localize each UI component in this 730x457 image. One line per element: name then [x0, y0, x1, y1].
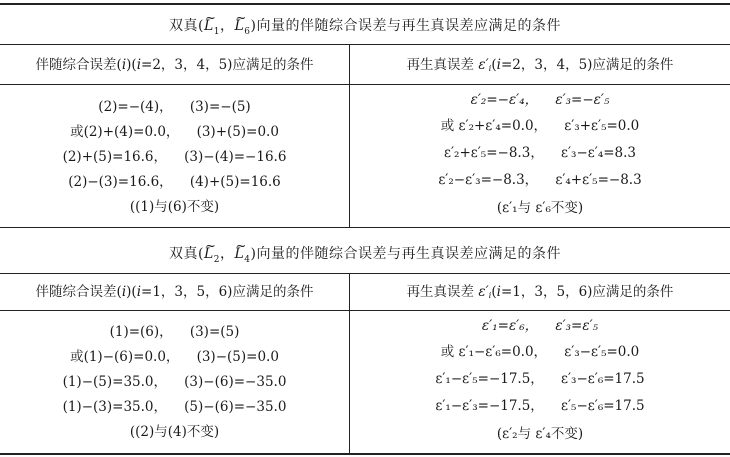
title2-l-tilde-b: [235, 246, 245, 262]
right-header1-pre: 再生真误差: [406, 57, 479, 73]
right-header2-pre: 再生真误差: [406, 284, 479, 300]
section2-right-line-1: ε′₁=ε′₆， ε′₃=ε′₅: [481, 318, 599, 334]
title1-l-b-sub: 6: [244, 26, 251, 37]
section2-right-line-2: 或 ε′₁−ε′₆=0.0， ε′₃−ε′₅=0.0: [440, 344, 640, 360]
section1-right-line-4: ε′₂−ε′₃=−8.3， ε′₄+ε′₅=−8.3: [438, 172, 642, 188]
rule-title2-bottom: [0, 273, 730, 274]
section2-left-line-4: (1)−(3)=35.0， (5)−(6)=−35.0: [62, 399, 287, 415]
right-header2-eps: ε′: [478, 284, 489, 300]
section1-left-line-3: (2)+(5)=16.6， (3)−(4)=−16.6: [62, 149, 287, 165]
section2-right-header: [350, 283, 730, 305]
title2-separator: ，: [220, 246, 235, 262]
section2-title: [0, 244, 730, 270]
title1-l-tilde-b: [235, 18, 245, 34]
right-header2-post: =1，3，5，6)应满足的条件: [501, 284, 674, 300]
title1-l-a-sub: 1: [213, 26, 220, 37]
section1-title: [0, 16, 730, 42]
section1-right-line-5: (ε′₁与 ε′₆不变): [496, 200, 584, 216]
section2-right-line-4: ε′₁−ε′₃=−17.5， ε′₅−ε′₆=17.5: [435, 398, 645, 414]
section1-right-line-3: ε′₂+ε′₅=−8.3， ε′₃−ε′₄=8.3: [443, 145, 637, 161]
section1-right-header: [350, 56, 730, 78]
title1-l-tilde-a: [204, 18, 214, 34]
section2-left-line-3: (1)−(5)=35.0， (3)−(6)=−35.0: [62, 374, 287, 390]
section2-right-line-5: (ε′₂与 ε′₄不变): [496, 426, 584, 442]
section2-left-line-2: 或(1)−(6)=0.0， (3)−(5)=0.0: [70, 349, 279, 365]
section1-right-line-1: ε′₂=−ε′₄， ε′₃=−ε′₅: [470, 92, 610, 108]
top-rule: [0, 3, 730, 5]
title2-l-b-sub: 4: [244, 254, 251, 265]
section1-left-body: [0, 85, 349, 227]
rule-section1-bottom: [0, 227, 730, 228]
title2-l-tilde-a: [204, 246, 214, 262]
section1-left-header: [0, 56, 349, 74]
title2-l-b: L: [234, 246, 245, 262]
right-header1-mid: (: [491, 57, 497, 73]
title1-suffix: )向量的伴随综合误差与再生真误差应满足的条件: [250, 18, 561, 34]
right-header1-eps: ε′: [478, 57, 489, 73]
right-header1-post: =2，3，4，5)应满足的条件: [501, 57, 674, 73]
title2-l-a-sub: 2: [213, 254, 220, 265]
section1-left-line-4: (2)−(3)=16.6， (4)+(5)=16.6: [68, 174, 281, 190]
title1-separator: ，: [220, 18, 235, 34]
left-header1-i: i: [121, 57, 127, 73]
right-header1-sub: i: [488, 64, 492, 74]
left-header2-mid: )(: [126, 284, 137, 300]
right-header2-i: i: [496, 284, 501, 300]
title1-l-b: L: [234, 18, 245, 34]
right-header2-mid: (: [491, 284, 497, 300]
title2-suffix: )向量的伴随综合误差与再生真误差应满足的条件: [250, 246, 561, 262]
right-header2-sub: i: [488, 291, 492, 301]
section2-right-line-3: ε′₁−ε′₅=−17.5， ε′₃−ε′₆=17.5: [435, 371, 645, 387]
section1-right-line-2: 或 ε′₂+ε′₄=0.0， ε′₃+ε′₅=0.0: [440, 118, 640, 134]
rule-title1-bottom: [0, 44, 730, 45]
right-header1-i: i: [496, 57, 501, 73]
section2-left-line-1: (1)=(6)， (3)=(5): [109, 324, 240, 340]
title1-prefix: 双真(: [169, 18, 204, 34]
bottom-rule: [0, 453, 730, 455]
section2-left-header: [0, 283, 349, 301]
section1-left-line-2: 或(2)+(4)=0.0， (3)+(5)=0.0: [70, 124, 279, 140]
title1-l-a: L: [203, 18, 214, 34]
title2-l-a: L: [203, 246, 214, 262]
section1-left-line-5: ((1)与(6)不变): [129, 199, 220, 215]
left-header2-i: i: [121, 284, 127, 300]
left-header2-post: =1，3，5，6)应满足的条件: [141, 284, 314, 300]
left-header1-post: =2，3，4，5)应满足的条件: [141, 57, 314, 73]
section2-right-body: [350, 311, 730, 453]
title2-prefix: 双真(: [169, 246, 204, 262]
section1-left-line-1: (2)=−(4)， (3)=−(5): [98, 99, 251, 115]
section2-left-body: [0, 311, 349, 453]
left-header2-pre: 伴随综合误差(: [35, 284, 122, 300]
left-header2-i2: i: [136, 284, 142, 300]
section2-left-line-5: ((2)与(4)不变): [129, 424, 220, 440]
section1-right-body: [350, 85, 730, 227]
left-header1-i2: i: [136, 57, 142, 73]
left-header1-mid: )(: [126, 57, 137, 73]
left-header1-pre: 伴随综合误差(: [35, 57, 122, 73]
